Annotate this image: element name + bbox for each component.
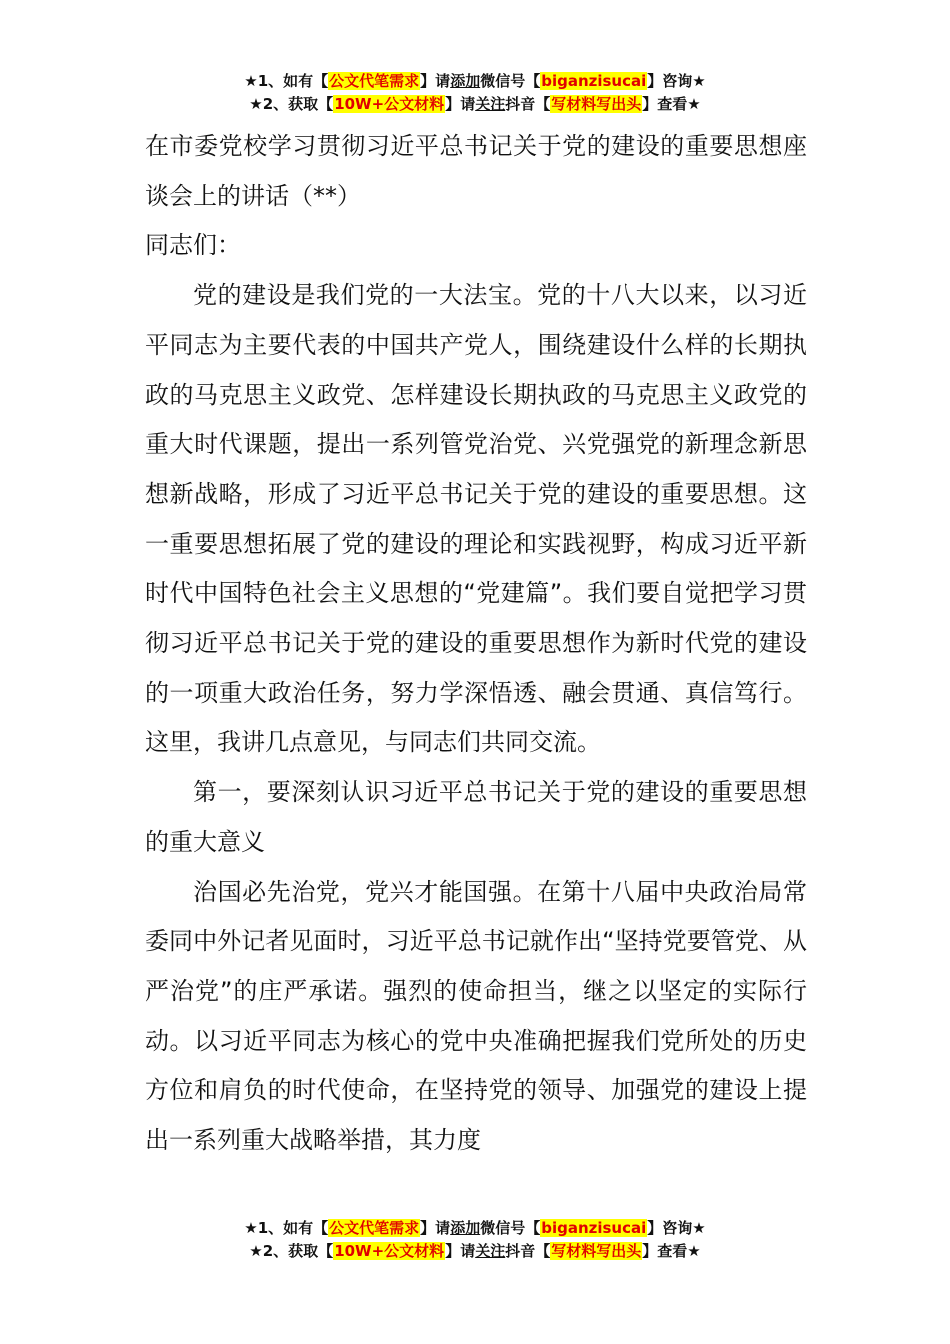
salutation: 同志们： [145,231,241,260]
banner-text: 】请 [445,95,476,113]
banner-highlight-douyin-id: 写材料写出头 [551,95,642,113]
banner-line-2 [0,93,950,116]
paragraph: 治国必先治党，党兴才能国强。在第十八届中央政治局常委同中外记者见面时，习近平总书记就作出“坚持党要管党、从严治党”的庄严承诺。强烈的使命担当，继之以坚定的实际行动。以习近平同志为核心的党中央准确把握我们党所处的历史方位和肩负的时代使命，在坚持党的领导、加强党的建设上提出一系列重大战略举措，其力度 [145,877,807,1155]
section-heading: 第一，要深刻认识习近平总书记关于党的建设的重要思想的重大意义 [145,778,807,856]
banner-underlined-text: 添加 [450,72,481,90]
banner-highlight: 10W+公文材料 [334,1242,445,1260]
document-body [145,122,807,1166]
banner-highlight-wechat-id: biganzisucai [541,72,647,90]
banner-text: 】咨询★ [647,72,706,90]
banner-text: 抖音【 [505,1242,551,1260]
banner-line-1 [0,70,950,93]
banner-text: ★1、如有【 [244,1219,329,1237]
banner-text: 】查看★ [642,95,701,113]
banner-text: 】请 [420,72,451,90]
document-title: 在市委党校学习贯彻习近平总书记关于党的建设的重要思想座谈会上的讲话（**） [145,132,807,210]
banner-line-2 [0,1240,950,1263]
banner-highlight: 公文代笔需求 [329,1219,420,1237]
banner-highlight-douyin-id: 写材料写出头 [551,1242,642,1260]
top-banner [0,70,950,116]
banner-underlined-text: 添加 [450,1219,481,1237]
banner-text: ★1、如有【 [244,72,329,90]
banner-text: 】咨询★ [647,1219,706,1237]
banner-text: 微信号【 [480,1219,541,1237]
banner-highlight: 公文代笔需求 [329,72,420,90]
banner-text: 抖音【 [505,95,551,113]
banner-highlight-wechat-id: biganzisucai [541,1219,647,1237]
banner-underlined-text: 关注 [475,1242,506,1260]
banner-line-1 [0,1217,950,1240]
banner-text: ★2、获取【 [249,1242,334,1260]
banner-text: 】查看★ [642,1242,701,1260]
banner-text: 】请 [445,1242,476,1260]
banner-text: ★2、获取【 [249,95,334,113]
paragraph: 党的建设是我们党的一大法宝。党的十八大以来，以习近平同志为主要代表的中国共产党人，围绕建设什么样的长期执政的马克思主义政党、怎样建设长期执政的马克思主义政党的重大时代课题，提出一系列管党治党、兴党强党的新理念新思想新战略，形成了习近平总书记关于党的建设的重要思想。这一重要思想拓展了党的建设的理论和实践视野，构成习近平新时代中国特色社会主义思想的“党建篇”。我们要自觉把学习贯彻习近平总书记关于党的建设的重要思想作为新时代党的建设的一项重大政治任务，努力学深悟透、融会贯通、真信笃行。这里，我讲几点意见，与同志们共同交流。 [145,281,807,757]
bottom-banner [0,1217,950,1263]
banner-underlined-text: 关注 [475,95,506,113]
banner-highlight: 10W+公文材料 [334,95,445,113]
banner-text: 】请 [420,1219,451,1237]
banner-text: 微信号【 [480,72,541,90]
